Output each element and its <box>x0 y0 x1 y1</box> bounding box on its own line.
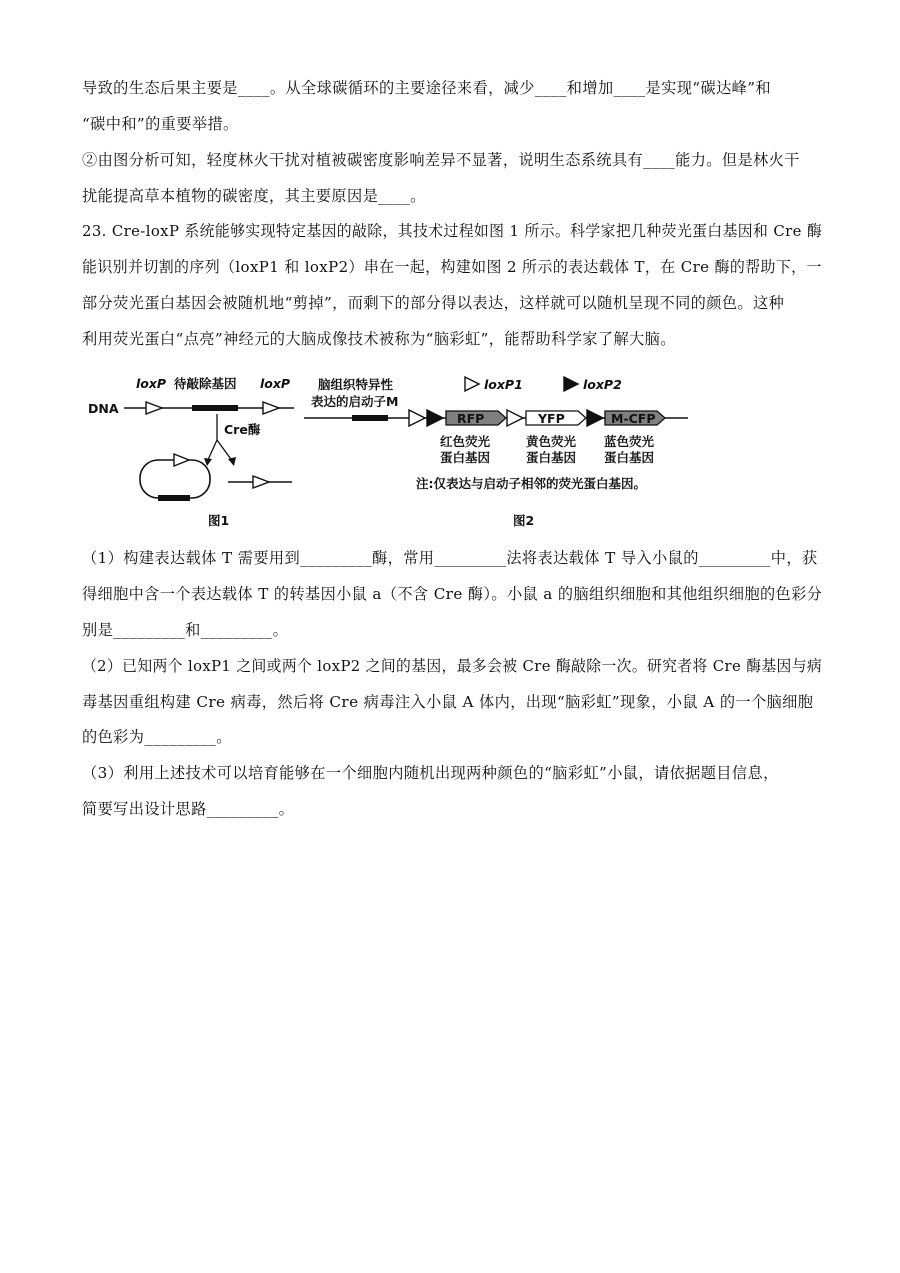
paragraph-line: 导致的生态后果主要是____。从全球碳循环的主要途径来看，减少____和增加____是实现“碳达峰”和 <box>82 79 771 97</box>
fig1-dna-label: DNA <box>88 401 119 416</box>
fig2-rfp-desc-2: 蛋白基因 <box>440 450 491 465</box>
paragraph-line: 别是_________和_________。 <box>82 621 289 639</box>
fig1-loxp-left-label: loxP <box>136 376 167 391</box>
question-part-3-line: （3）利用上述技术可以培育能够在一个细胞内随机出现两种颜色的“脑彩虹”小鼠，请依据题目信息， <box>82 764 779 782</box>
fig2-mcfp-desc-1: 蓝色荧光 <box>604 434 655 449</box>
fig2-loxp1-triangle-2 <box>507 410 523 426</box>
fig2-mcfp-label: M-CFP <box>611 411 656 426</box>
fig2-loxp2-triangle-2 <box>587 410 603 426</box>
paragraph-line: 毒基因重组构建 Cre 病毒，然后将 Cre 病毒注入小鼠 A 体内，出现“脑彩虹”现象，小鼠 A 的一个脑细胞 <box>82 693 814 711</box>
fig1-caption: 图1 <box>208 513 230 528</box>
fig1-arrowhead-right <box>228 457 236 466</box>
fig2-legend-loxp1-label: loxP1 <box>484 377 523 392</box>
fig2-promoter-label-1: 脑组织特异性 <box>318 377 394 392</box>
fig2-note: 注:仅表达与启动子相邻的荧光蛋白基因。 <box>416 476 646 491</box>
paragraph-line: ②由图分析可知，轻度林火干扰对植被碳密度影响差异不显著，说明生态系统具有____能力。但是林火干 <box>82 151 800 169</box>
paragraph-line: 简要写出设计思路_________。 <box>82 800 295 818</box>
figure-svg <box>82 366 822 536</box>
paragraph-line: 得细胞中含一个表达载体 T 的转基因小鼠 a（不含 Cre 酶）。小鼠 a 的脑组织细胞和其他组织细胞的色彩分 <box>82 585 823 603</box>
fig2-rfp-desc-1: 红色荧光 <box>440 434 491 449</box>
paragraph-line: 能识别并切割的序列（loxP1 和 loxP2）串在一起，构建如图 2 所示的表达载体 T，在 Cre 酶的帮助下，一 <box>82 258 822 276</box>
fig1-circle-gene-bar <box>158 495 190 501</box>
paragraph-line: 部分荧光蛋白基因会被随机地“剪掉”，而剩下的部分得以表达，这样就可以随机呈现不同的颜色。这种 <box>82 294 785 312</box>
paragraph-line: “碳中和”的重要举措。 <box>82 115 239 133</box>
fig2-loxp1-triangle-1 <box>409 410 425 426</box>
fig2-promoter-bar <box>352 415 388 421</box>
fig2-legend-loxp2-label: loxP2 <box>583 377 622 392</box>
fig1-target-gene-bar <box>192 405 238 411</box>
fig2-promoter-label-2: 表达的启动子M <box>311 394 399 409</box>
fig1-enzyme-label: Cre酶 <box>224 422 261 437</box>
fig2-legend-loxp1-triangle <box>465 377 479 391</box>
fig1-loxp-right-triangle <box>263 402 279 414</box>
fig2-yfp-desc-1: 黄色荧光 <box>526 434 577 449</box>
question-23-line: 23. Cre-loxP 系统能够实现特定基因的敲除，其技术过程如图 1 所示。科学家把几种荧光蛋白基因和 Cre 酶 <box>82 222 823 240</box>
fig2-caption: 图2 <box>513 513 535 528</box>
paragraph-line: 的色彩为_________。 <box>82 728 232 746</box>
fig1-linear-loxp-triangle <box>253 476 269 488</box>
fig1-loxp-left-triangle <box>146 402 162 414</box>
figure-cre-loxp <box>82 366 822 536</box>
fig1-target-gene-label: 待敲除基因 <box>174 376 237 391</box>
fig2-yfp-desc-2: 蛋白基因 <box>526 450 577 465</box>
fig1-loxp-right-label: loxP <box>260 376 291 391</box>
paragraph-line: 扰能提高草本植物的碳密度，其主要原因是____。 <box>82 187 426 205</box>
fig2-loxp2-triangle-1 <box>427 410 443 426</box>
fig2-legend-loxp2-triangle <box>564 377 578 391</box>
fig2-yfp-label: YFP <box>538 411 565 426</box>
question-part-1-line: （1）构建表达载体 T 需要用到_________酶，常用_________法将表达载体 T 导入小鼠的_________中，获 <box>82 549 818 567</box>
paragraph-line: 利用荧光蛋白“点亮”神经元的大脑成像技术被称为“脑彩虹”，能帮助科学家了解大脑。 <box>82 330 676 348</box>
question-part-2-line: （2）已知两个 loxP1 之间或两个 loxP2 之间的基因，最多会被 Cre 酶敲除一次。研究者将 Cre 酶基因与病 <box>82 657 823 675</box>
fig2-mcfp-desc-2: 蛋白基因 <box>604 450 655 465</box>
fig2-rfp-label: RFP <box>457 411 485 426</box>
fig1-circle-loxp-triangle <box>174 454 189 466</box>
